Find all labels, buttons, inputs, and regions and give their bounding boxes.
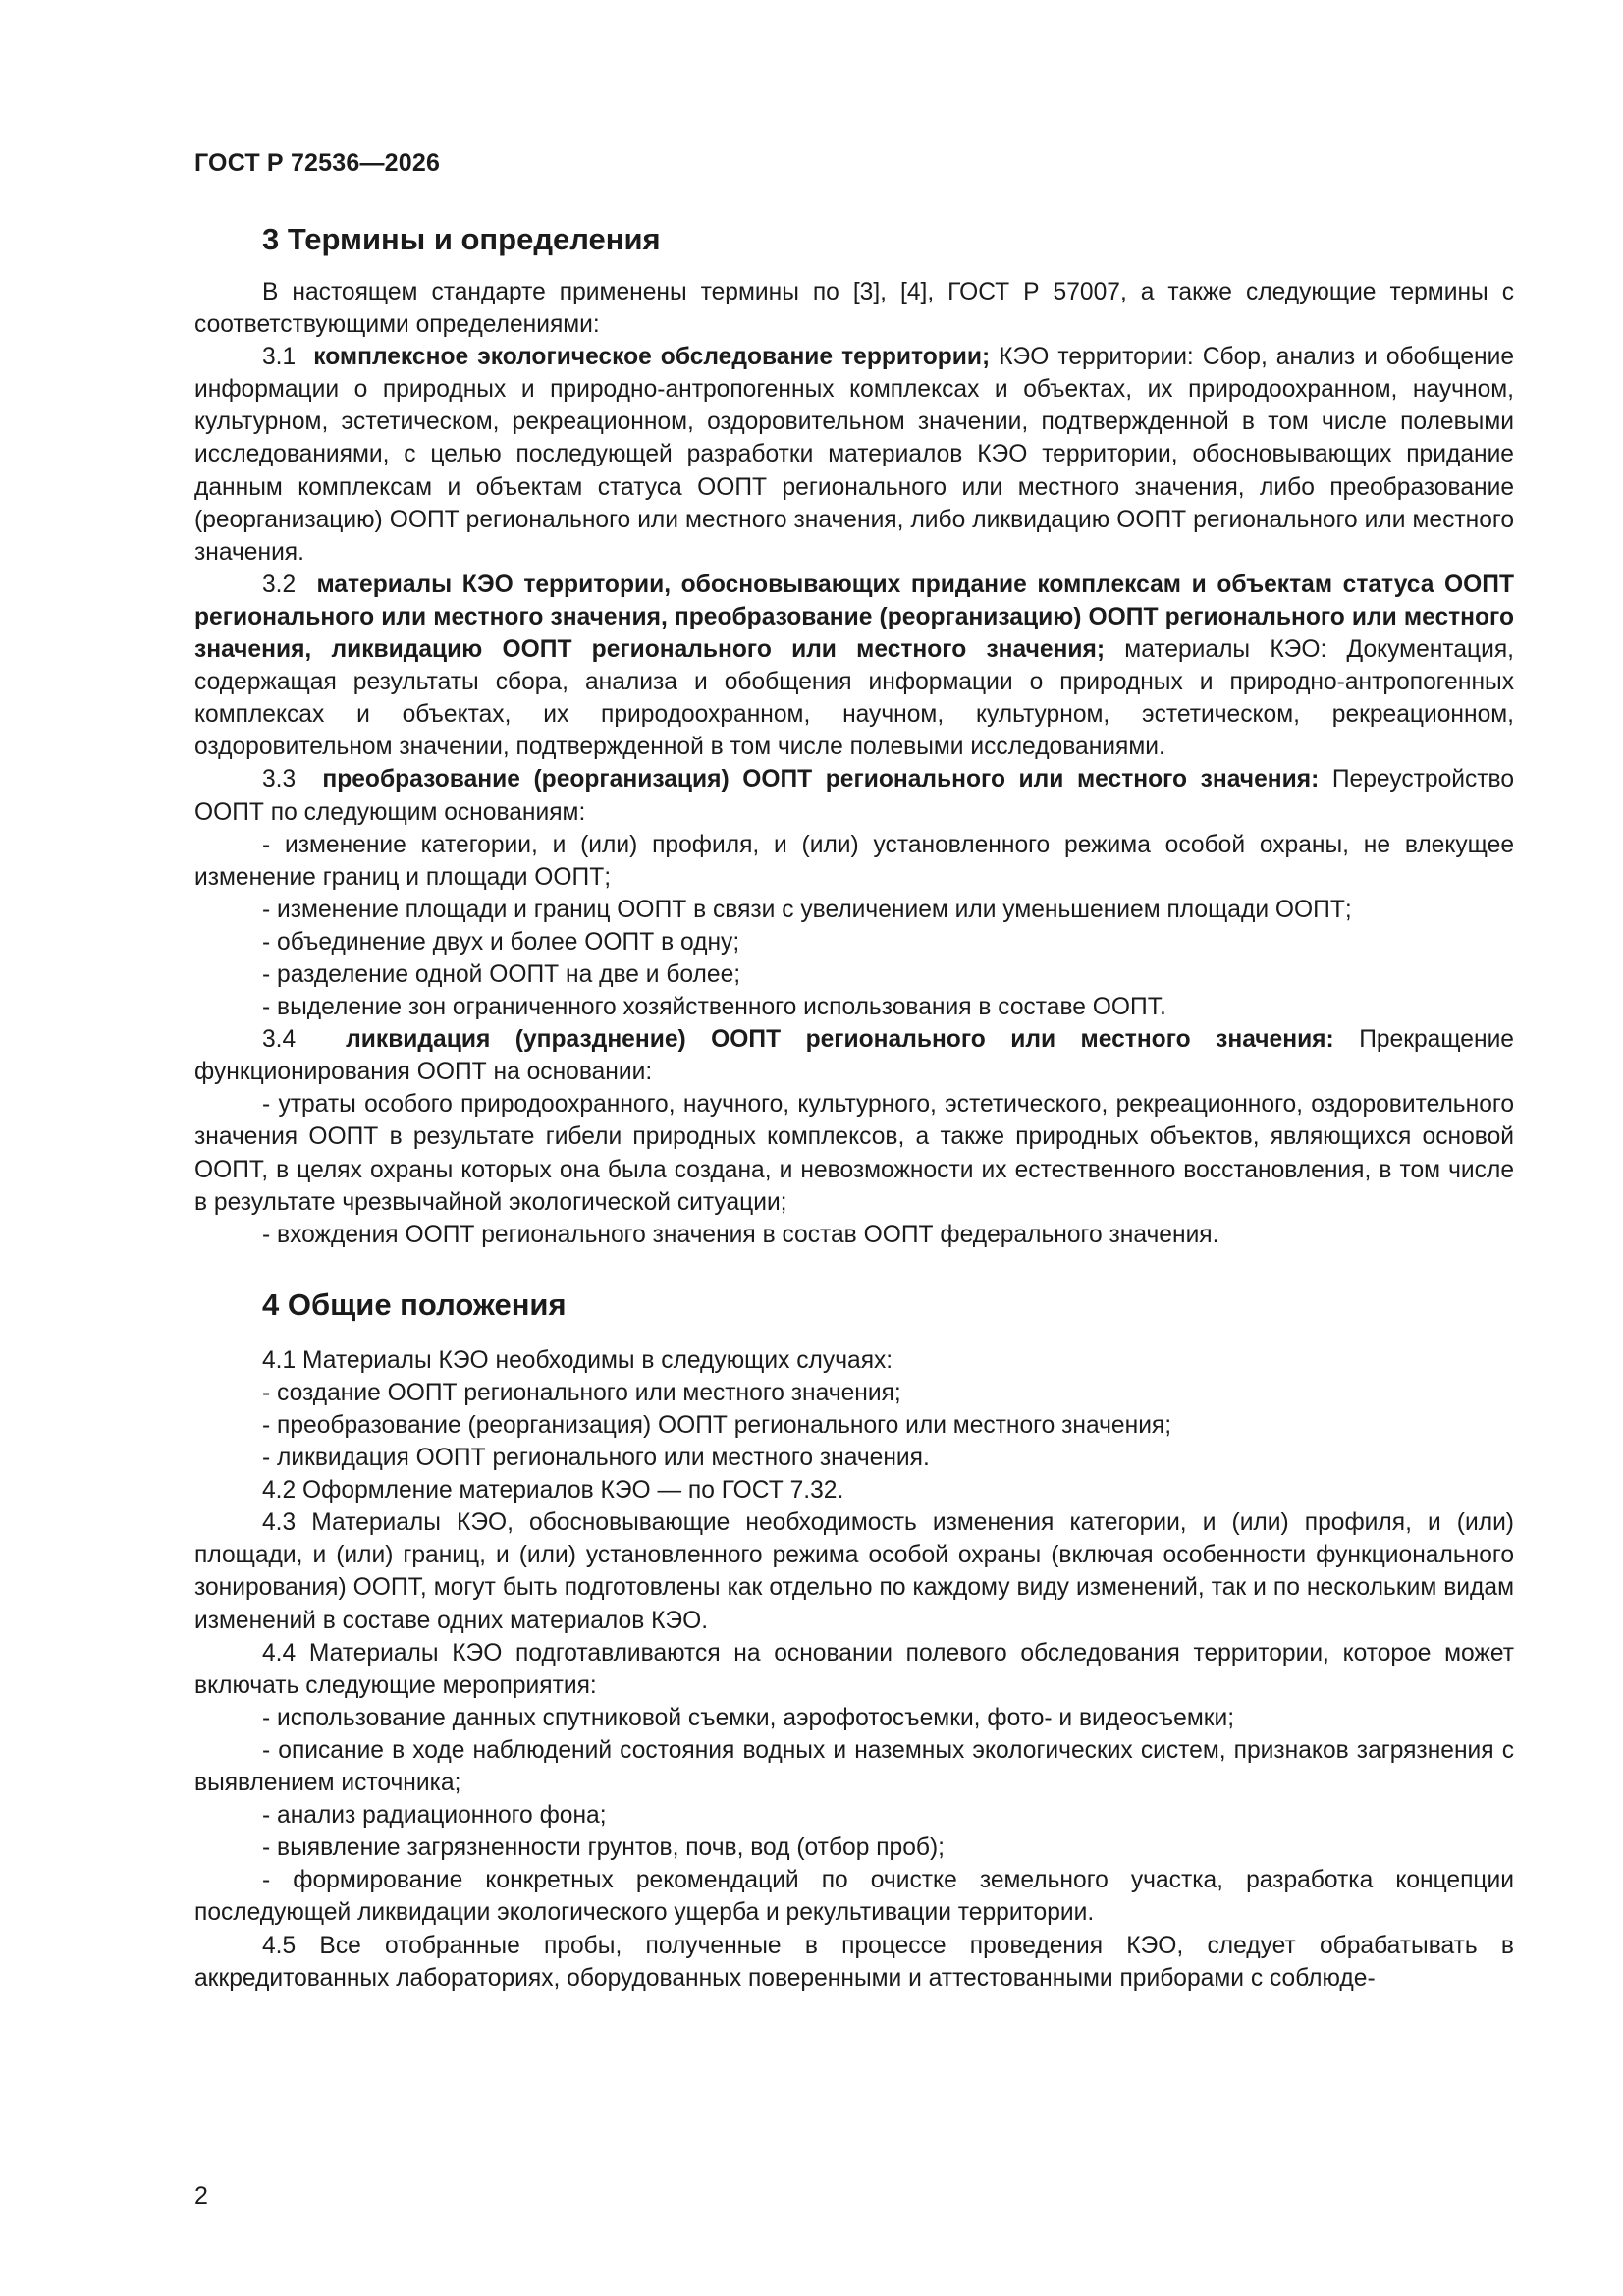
definition-text: материалы КЭО: Документация, содержащая результаты сбора, анализа и обобщения информации о природных и природно-антропогенных комплексах и объектах, их природоохранном, научном, культурном, эстетическом, рекреационном, оздоровительном значении, подтвержденной в том числе полевыми исследованиями. xyxy=(194,636,1514,761)
definition-text: Переустройство ООПТ по следующим основаниям: xyxy=(194,766,1515,826)
list-item: - объединение двух и более ООПТ в одну; xyxy=(262,928,740,956)
paragraph-4-2: 4.2 Оформление материалов КЭО — по ГОСТ 7.32. xyxy=(262,1477,844,1504)
definition-text: КЭО территории: Сбор, анализ и обобщение информации о природных и природно-антропогенных комплексах и объектах, их природоохранном, научном, культурном, эстетическом, рекреационном, оздоровительном значении, подтвержденной в том числе полевыми исследованиями, с целью последующей разработки материалов КЭО территории, обосновывающих придание данным комплексам и объектам статуса ООПТ регионального или местного значения, либо преобразование (реорганизацию) ООПТ регионального или местного значения, либо ликвидацию ООПТ регионального или местного значения. xyxy=(194,344,1515,566)
paragraph-4-4: 4.4 Материалы КЭО подготавливаются на основании полевого обследования территории, которое может включать следующие мероприятия: xyxy=(194,1639,1514,1699)
definition-term: комплексное экологическое обследование территории; xyxy=(313,344,991,371)
paragraph-4-3: 4.3 Материалы КЭО, обосновывающие необходимость изменения категории, и (или) профиля, и (или) площади, и (или) границ, и (или) установленного режима особой охраны (включая особенности функционального зонирования) ООПТ, могут быть подготовлены как отдельно по каждому виду изменений, так и по нескольким видам изменений в составе одних материалов КЭО. xyxy=(194,1509,1514,1634)
definition-number: 3.3 xyxy=(262,766,297,793)
paragraph-4-1: 4.1 Материалы КЭО необходимы в следующих случаях: xyxy=(262,1346,893,1374)
list-item: - разделение одной ООПТ на две и более; xyxy=(262,960,741,988)
list-item: - ликвидация ООПТ регионального или местного значения. xyxy=(262,1445,930,1472)
list-item: - вхождения ООПТ регионального значения в состав ООПТ федерального значения. xyxy=(262,1221,1219,1248)
definition-number: 3.4 xyxy=(262,1026,297,1054)
definition-term: преобразование (реорганизация) ООПТ регионального или местного значения: xyxy=(322,766,1320,793)
section-3-title: 3 Термины и определения xyxy=(262,222,661,256)
definition-3-2 xyxy=(194,569,1514,764)
list-item: - выделение зон ограниченного хозяйственного использования в составе ООПТ. xyxy=(262,994,1166,1021)
definition-number: 3.2 xyxy=(262,571,297,598)
page-content xyxy=(194,218,1514,1995)
definition-3-4 xyxy=(194,1023,1514,1088)
list-item: - выявление загрязненности грунтов, почв, вод (отбор проб); xyxy=(262,1834,946,1862)
document-code: ГОСТ Р 72536—2026 xyxy=(194,149,441,177)
list-item: - описание в ходе наблюдений состояния водных и наземных экологических систем, признаков загрязнения с выявлением источника; xyxy=(194,1736,1514,1797)
section-4-title: 4 Общие положения xyxy=(262,1286,567,1322)
list-item: - утраты особого природоохранного, научного, культурного, эстетического, рекреационного, оздоровительного значения ООПТ в результате гибели природных комплексов, а также природных объектов, являющихся основой ООПТ, в целях охраны которых она была создана, и невозможности их естественного восстановления, в том числе в результате чрезвычайной экологической ситуации; xyxy=(194,1091,1514,1216)
definition-number: 3.1 xyxy=(262,344,297,371)
list-item: - преобразование (реорганизация) ООПТ регионального или местного значения; xyxy=(262,1412,1172,1439)
list-item: - использование данных спутниковой съемки, аэрофотосъемки, фото- и видеосъемки; xyxy=(262,1704,1235,1731)
paragraph-4-5: 4.5 Все отобранные пробы, полученные в процессе проведения КЭО, следует обрабатывать в аккредитованных лабораториях, оборудованных поверенными и аттестованными приборами с соблюде- xyxy=(194,1932,1514,1992)
page-number: 2 xyxy=(194,2182,208,2210)
list-item: - анализ радиационного фона; xyxy=(262,1802,607,1830)
list-item: - формирование конкретных рекомендаций по очистке земельного участка, разработка концепции последующей ликвидации экологического ущерба и рекультивации территории. xyxy=(194,1867,1514,1927)
list-item: - изменение площади и границ ООПТ в связи с увеличением или уменьшением площади ООПТ; xyxy=(262,896,1352,923)
section-3-intro: В настоящем стандарте применены термины по [3], [4], ГОСТ Р 57007, а также следующие термины с соответствующими определениями: xyxy=(194,279,1514,339)
list-item: - изменение категории, и (или) профиля, и (или) установленного режима особой охраны, не влекущее изменение границ и площади ООПТ; xyxy=(194,831,1514,891)
definition-3-1 xyxy=(194,341,1514,569)
definition-3-3 xyxy=(194,763,1514,828)
definition-text: Прекращение функционирования ООПТ на основании: xyxy=(194,1026,1514,1086)
definition-term: материалы КЭО территории, обосновывающих придание комплексам и объектам статуса ООПТ регионального или местного значения, преобразование (реорганизацию) ООПТ регионального или местного значения, ликвидацию ООПТ регионального или местного значения; xyxy=(194,571,1514,664)
definition-term: ликвидация (упразднение) ООПТ регионального или местного значения: xyxy=(346,1026,1334,1054)
list-item: - создание ООПТ регионального или местного значения; xyxy=(262,1379,901,1406)
